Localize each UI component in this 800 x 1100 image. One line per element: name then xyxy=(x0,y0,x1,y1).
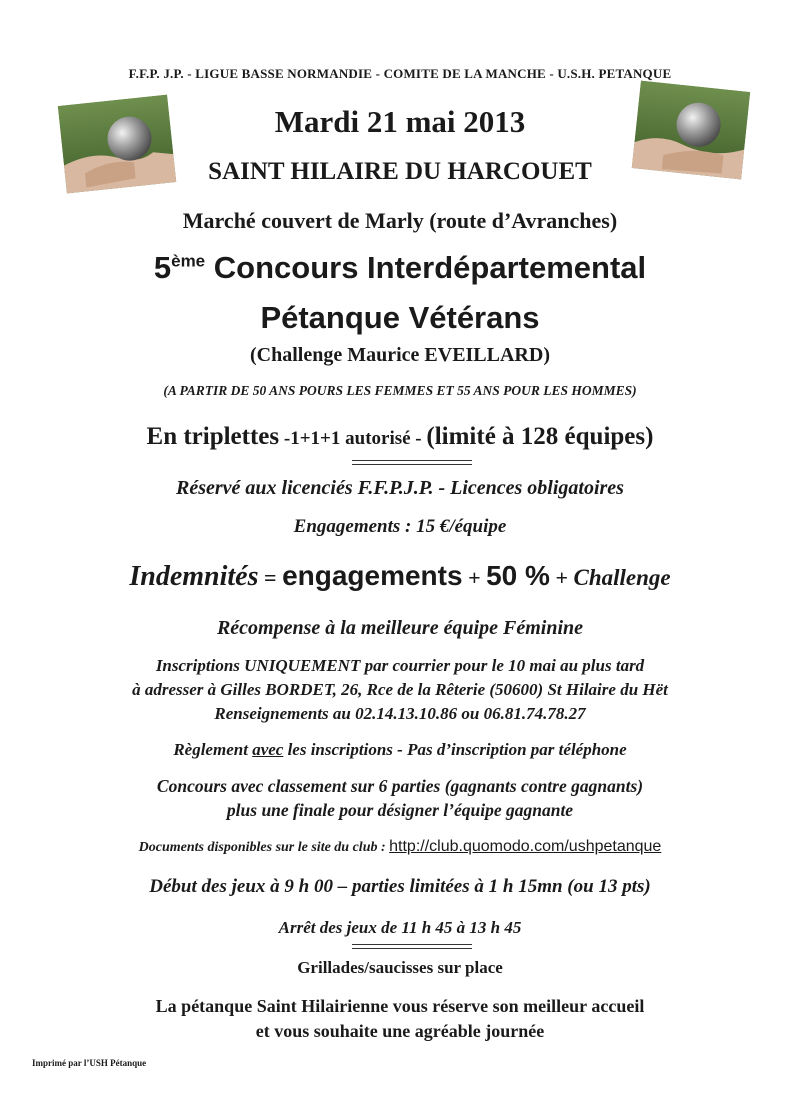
closing-line1: La pétanque Saint Hilairienne vous réserve son meilleur accueil xyxy=(155,996,645,1016)
ordinal-number: 5 xyxy=(153,250,172,285)
payment-line xyxy=(0,740,800,760)
registration-line2: à adresser à Gilles BORDET, 26, Rce de la Rêterie (50600) St Hilaire du Hët xyxy=(132,680,668,699)
event-venue: Marché couvert de Marly (route d’Avranches) xyxy=(182,208,618,233)
reserved-line: Réservé aux licenciés F.F.P.J.P. - Licences obligatoires xyxy=(176,477,624,499)
separator-2b xyxy=(352,948,472,949)
payment-text-b: les inscriptions - Pas d’inscription par téléphone xyxy=(283,740,627,759)
documents-label: Documents disponibles sur le site du club : xyxy=(138,840,390,855)
age-rule: (A PARTIR DE 50 ANS POURS LES FEMMES ET 55 ANS POUR LES HOMMES) xyxy=(163,383,637,398)
indemnites-label: Indemnités xyxy=(129,561,259,592)
classification-line2: plus une finale pour désigner l’équipe gagnante xyxy=(226,800,574,820)
registration-line1: Inscriptions UNIQUEMENT par courrier pour le 10 mai au plus tard xyxy=(155,656,645,675)
payment-text-a: Règlement xyxy=(173,740,253,759)
title-text: Concours Interdépartemental xyxy=(213,250,647,285)
fee-line: Engagements : 15 €/équipe xyxy=(293,516,507,537)
closing-line2: et vous souhaite une agréable journée xyxy=(255,1021,545,1041)
plus-sign-2: + xyxy=(549,565,574,590)
engagements-label: engagements xyxy=(282,560,463,591)
documents-line xyxy=(0,838,800,856)
triplettes-label: En triplettes xyxy=(146,423,280,450)
percent-value: 50 % xyxy=(486,560,550,591)
female-award: Récompense à la meilleure équipe Féminine xyxy=(216,617,584,639)
ordinal-suffix: ème xyxy=(171,251,206,271)
separator-1 xyxy=(352,460,472,461)
club-website-link[interactable]: http://club.quomodo.com/ushpetanque xyxy=(389,838,662,855)
plus-sign-1: + xyxy=(462,565,487,590)
registration-contact: Renseignements au 02.14.13.10.86 ou 06.81.74.78.27 xyxy=(214,704,586,723)
start-time-line: Début des jeux à 9 h 00 – parties limitées à 1 h 15mn (ou 13 pts) xyxy=(149,876,651,897)
prizes-line xyxy=(0,560,800,593)
contest-title-line1 xyxy=(0,250,800,286)
challenge-label: Challenge xyxy=(573,565,671,590)
equals-sign: = xyxy=(258,565,283,590)
team-limit: (limité à 128 équipes) xyxy=(426,423,654,450)
food-line: Grillades/saucisses sur place xyxy=(297,958,503,977)
challenge-name: (Challenge Maurice EVEILLARD) xyxy=(250,344,550,366)
separator-2 xyxy=(352,944,472,945)
triplettes-rule: -1+1+1 autorisé - xyxy=(279,428,427,449)
separator-1b xyxy=(352,464,472,465)
printed-by: Imprimé par l’USH Pétanque xyxy=(32,1058,147,1068)
contest-title-line2: Pétanque Vétérans xyxy=(260,300,540,335)
classification-line1: Concours avec classement sur 6 parties (gagnants contre gagnants) xyxy=(156,776,644,796)
break-time-line: Arrêt des jeux de 11 h 45 à 13 h 45 xyxy=(278,918,522,937)
organizations-line: F.F.P. J.P. - LIGUE BASSE NORMANDIE - COMITE DE LA MANCHE - U.S.H. PETANQUE xyxy=(128,66,672,81)
triplettes-line xyxy=(0,423,800,451)
payment-avec: avec xyxy=(252,740,284,759)
event-date: Mardi 21 mai 2013 xyxy=(274,104,526,139)
event-city: SAINT HILAIRE DU HARCOUET xyxy=(208,158,592,185)
